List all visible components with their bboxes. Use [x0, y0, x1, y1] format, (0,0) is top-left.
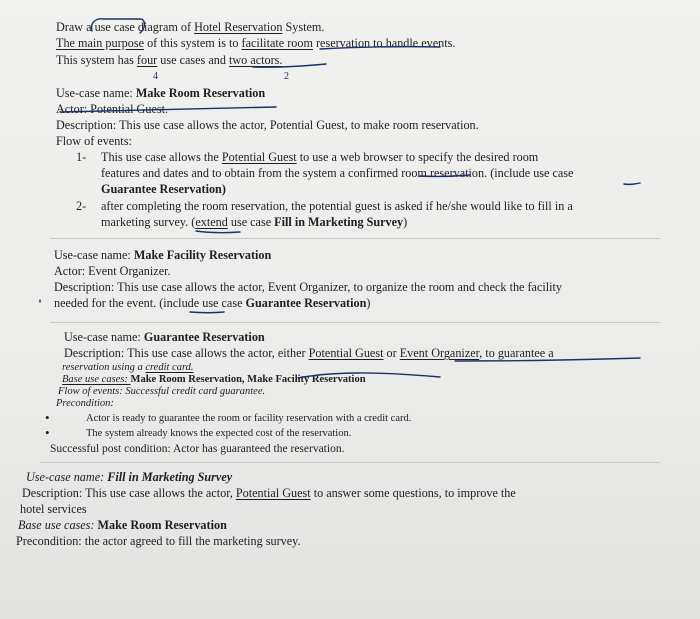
handwritten-two: 2	[284, 71, 289, 82]
handwritten-four: 4	[153, 71, 158, 82]
uc1-step1-number: 1-	[76, 150, 87, 164]
uc1-step1-line3: Guarantee Reservation)	[101, 182, 226, 196]
underline-mark	[190, 312, 224, 313]
uc3-post-condition: Successful post condition: Actor has guaranteed the reservation.	[50, 443, 345, 455]
dash-mark	[624, 183, 640, 184]
uc2-actor: Actor: Event Organizer.	[54, 264, 171, 278]
underline-mark	[196, 231, 240, 233]
bullet-icon: •	[45, 425, 50, 440]
uc4-name: Use-case name: Fill in Marketing Survey	[26, 470, 233, 484]
uc3-description-line2: reservation using a credit card.	[62, 362, 194, 373]
separator	[50, 238, 660, 239]
uc2-description-line2: needed for the event. (include use case Guarantee Reservation)	[54, 296, 371, 310]
uc4-base-use-cases: Base use cases: Make Room Reservation	[18, 518, 227, 532]
circled-text: a use case	[86, 20, 135, 34]
uc1-step2-number: 2-	[76, 199, 87, 213]
uc1-actor: Actor: Potential Guest.	[56, 102, 169, 116]
uc1-flow-label: Flow of events:	[56, 134, 132, 148]
uc2-description-line1: Description: This use case allows the actor, Event Organizer, to organize the room and check the facility	[54, 280, 563, 294]
uc3-precondition-2: The system already knows the expected cost of the reservation.	[86, 428, 352, 439]
uc4-precondition: Precondition: the actor agreed to fill the marketing survey.	[16, 534, 301, 548]
uc3-precondition-label: Precondition:	[56, 398, 114, 409]
uc3-description-line1: Description: This use case allows the actor, either Potential Guest or Event Organizer, to guarantee a	[64, 346, 554, 360]
uc2-name: Use-case name: Make Facility Reservation	[54, 248, 272, 262]
uc1-step1-line2: features and dates and to obtain from the system a confirmed room reservation. (include use case	[101, 166, 574, 180]
uc1-name: Use-case name: Make Room Reservation	[56, 86, 266, 100]
separator	[50, 322, 660, 323]
uc3-flow: Flow of events: Successful credit card guarantee.	[58, 386, 266, 397]
uc3-name: Use-case name: Guarantee Reservation	[64, 330, 265, 344]
bullet-icon: •	[45, 410, 50, 425]
uc4-description-line2: hotel services	[20, 502, 87, 516]
uc1-step2-line2: marketing survey. (extend use case Fill in Marketing Survey)	[101, 215, 408, 229]
uc1-step2-line1: after completing the room reservation, the potential guest is asked if he/she would like to fill in a	[101, 199, 573, 213]
uc1-step1-line1: This use case allows the Potential Guest to use a web browser to specify the desired room	[101, 150, 539, 164]
intro-line-1: Draw a use case diagram of Hotel Reservation System.	[56, 20, 325, 34]
uc1-description: Description: This use case allows the actor, Potential Guest, to make room reservation.	[56, 118, 479, 132]
separator	[40, 462, 660, 463]
intro-line-2: The main purpose of this system is to facilitate room reservation to handle events.	[56, 36, 456, 50]
intro-line-3: This system has four use cases and two actors.	[56, 53, 283, 67]
uc4-description-line1: Description: This use case allows the actor, Potential Guest to answer some questions, to improve the	[22, 486, 516, 500]
uc3-base-use-cases: Base use cases: Make Room Reservation, Make Facility Reservation	[62, 374, 366, 385]
uc3-precondition-1: Actor is ready to guarantee the room or facility reservation with a credit card.	[86, 413, 412, 424]
